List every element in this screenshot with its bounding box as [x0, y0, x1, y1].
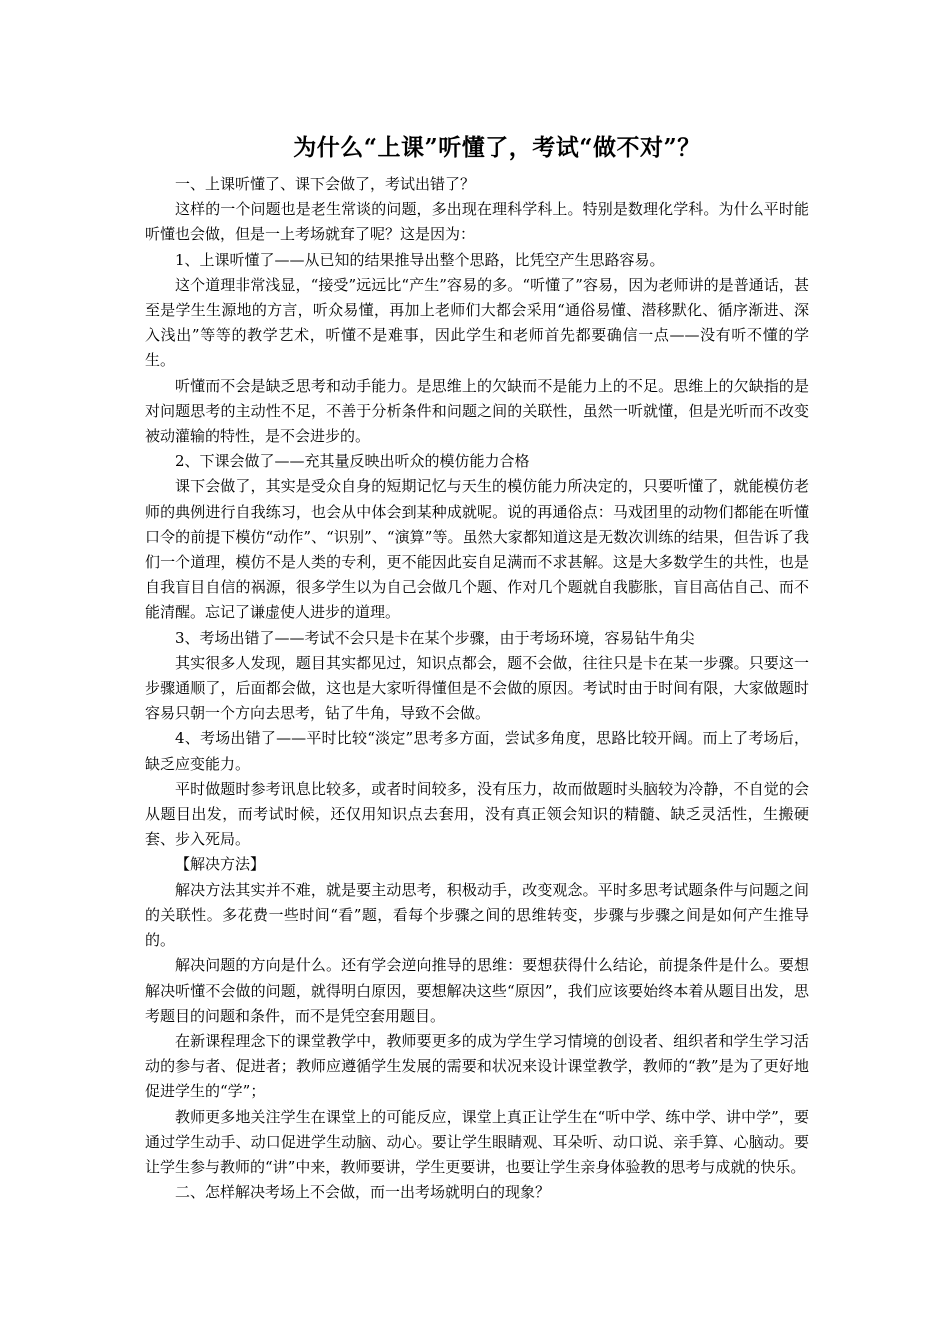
paragraph: 这个道理非常浅显，“接受”远远比“产生”容易的多。“听懂了”容易，因为老师讲的是普通话，甚至是学生生源地的方言，听众易懂，再加上老师们大都会采用“通俗易懂、潜移默化、循序渐进、深入浅出”等等的教学艺术，听懂不是难事，因此学生和老师首先都要确信一点——没有听不懂的学生。 — [145, 275, 809, 370]
heading-solution: 【解决方法】 — [175, 855, 266, 874]
heading-section-two: 二、怎样解决考场上不会做，而一出考场就明白的现象？ — [175, 1183, 551, 1202]
document-title: 为什么“上课”听懂了，考试“做不对”？ — [293, 134, 701, 161]
paragraph: 解决问题的方向是什么。还有学会逆向推导的思维：要想获得什么结论，前提条件是什么。要想解决听懂不会做的问题，就得明白原因，要想解决这些“原因”，我们应该要始终本着从题目出发，思考题目的问题和条件，而不是凭空套用题目。 — [145, 956, 809, 1025]
paragraph: 听懂而不会是缺乏思考和动手能力。是思维上的欠缺而不是能力上的不足。思维上的欠缺指的是对问题思考的主动性不足，不善于分析条件和问题之间的关联性，虽然一听就懂，但是光听而不改变被动灌输的特性，是不会进步的。 — [145, 376, 809, 446]
subheading-point-2: 2、下课会做了——充其量反映出听众的模仿能力合格 — [175, 452, 530, 471]
subheading-point-3: 3、考场出错了——考试不会只是卡在某个步骤，由于考场环境，容易钻牛角尖 — [175, 628, 695, 647]
paragraph: 其实很多人发现，题目其实都见过，知识点都会，题不会做，往往只是卡在某一步骤。只要这一步骤通顺了，后面都会做，这也是大家听得懂但是不会做的原因。考试时由于时间有限，大家做题时容易只朝一个方向去思考，钻了牛角，导致不会做。 — [145, 653, 809, 723]
paragraph: 在新课程理念下的课堂教学中，教师要更多的成为学生学习情境的创设者、组织者和学生学习活动的参与者、促进者；教师应遵循学生发展的需要和状况来设计课堂教学，教师的“教”是为了更好地促进学生的“学”； — [145, 1031, 809, 1101]
document-body — [145, 172, 809, 1205]
subheading-point-1: 1、上课听懂了——从已知的结果推导出整个思路，比凭空产生思路容易。 — [175, 250, 665, 269]
heading-section-one: 一、上课听懂了、课下会做了，考试出错了？ — [175, 175, 476, 193]
paragraph: 解决方法其实并不难，就是要主动思考，积极动手，改变观念。平时多思考试题条件与问题之间的关联性。多花费一些时间“看”题，看每个步骤之间的思维转变，步骤与步骤之间是如何产生推导的。 — [145, 880, 809, 950]
subheading-point-4: 4、考场出错了——平时比较“淡定”思考多方面，尝试多角度，思路比较开阔。而上了考场后，缺乏应变能力。 — [145, 729, 809, 773]
paragraph: 课下会做了，其实是受众自身的短期记忆与天生的模仿能力所决定的，只要听懂了，就能模仿老师的典例进行自我练习，也会从中体会到某种成就呢。说的再通俗点：马戏团里的动物们都能在听懂口令的前提下模仿“动作”、“识别”、“演算”等。虽然大家都知道这是无数次训练的结果，但告诉了我们一个道理，模仿不是人类的专利，更不能因此妄自足满而不求甚解。这是大多数学生的共性，也是自我盲目自信的祸源，很多学生以为自己会做几个题、作对几个题就自我膨胀，盲目高估自己、而不能清醒。忘记了谦虚使人进步的道理。 — [145, 477, 809, 622]
paragraph: 教师更多地关注学生在课堂上的可能反应，课堂上真正让学生在“听中学、练中学、讲中学”，要通过学生动手、动口促进学生动脑、动心。要让学生眼睛观、耳朵听、动口说、亲手算、心脑动。要让学生参与教师的“讲”中来，教师要讲，学生更要讲，也要让学生亲身体验教的思考与成就的快乐。 — [145, 1107, 809, 1176]
paragraph: 这样的一个问题也是老生常谈的问题，多出现在理科学科上。特别是数理化学科。为什么平时能听懂也会做，但是一上考场就耷了呢？这是因为： — [145, 200, 809, 244]
document-page — [145, 128, 809, 1205]
paragraph: 平时做题时参考讯息比较多，或者时间较多，没有压力，故而做题时头脑较为冷静，不自觉的会从题目出发，而考试时候，还仅用知识点去套用，没有真正领会知识的精髓、缺乏灵活性，生搬硬套、步入死局。 — [145, 779, 809, 849]
